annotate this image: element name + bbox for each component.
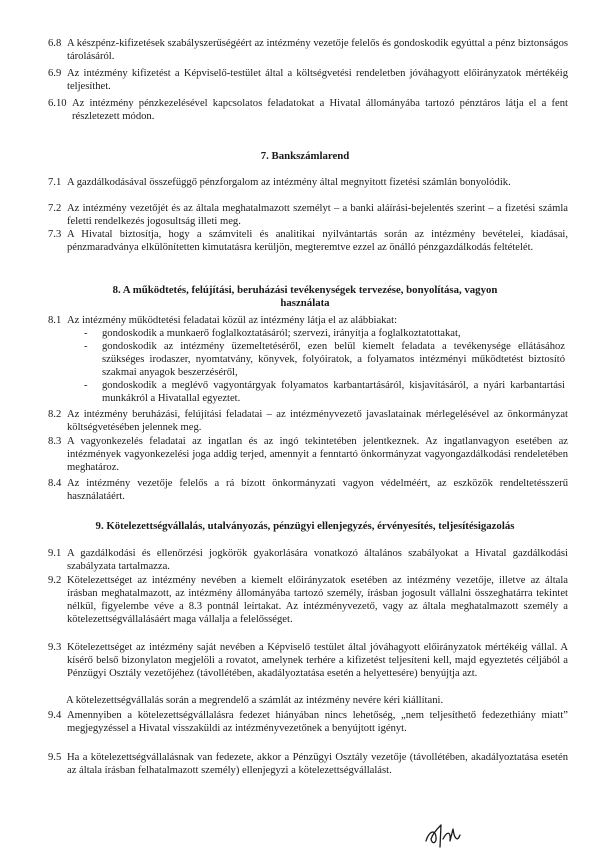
heading-7: 7. Bankszámlarend	[260, 150, 350, 162]
section-text: Amennyiben a kötelezettségvállalásra fedezet hiányában nincs lehetőség, „nem teljesíthető fedezethiány miatt” megjegyzéssel a Hivatal visszaküldi az intézményvezetőnek a benyújtott igényt.	[67, 710, 568, 734]
section-text: A vagyonkezelés feladatai az ingatlan és az ingó tekintetében jelentkeznek. Az ingatlanvagyon esetében az intézmények vagyonkezelési joga addig terjed, amennyit a fenntartó önkormányzat vagyongazdálkodási rendeletében meghatároz.	[67, 436, 568, 473]
bullet-text: gondoskodik az intézmény üzemeltetéséről, ezen belül kiemelt feladata a tevékenysége ellátásához szükséges irodaszer, nyomtatvány, könyvek, folyóiratok, a folyamatos intézményi működtetést biztosító szakmai anyagok beszerzéséről,	[102, 341, 565, 378]
section-7-1	[48, 176, 568, 189]
section-8-1	[48, 314, 568, 327]
section-9-2	[48, 574, 568, 626]
section-6-10	[48, 97, 568, 123]
section-text: Az intézmény beruházási, felújítási feladatai – az intézményvezető javaslatainak mérlegelésével az önkormányzat költségvetésében jelennek meg.	[67, 409, 568, 433]
section-text: Az intézmény vezetője felelős a rá bízott önkormányzati vagyon védelméért, az eszközök rendeltetésszerű használatáért.	[67, 478, 568, 502]
bullet-item	[84, 327, 565, 340]
section-text: Kötelezettséget az intézmény nevében a kiemelt előirányzatok esetében az intézmény vezetője, illetve az általa írásban meghatalmazott, az intézmény állományába tartozó személy, írásban jogosult vállalni összeghatárra tekintet nélkül, figyelembe véve a 8.3 pontnál leírtakat. Az intézményvezető, vagy az általa meghatalmazott személy a kötelezettségvállalásáért maga vállalja a felelősséget.	[67, 575, 568, 625]
section-number: 6.8	[48, 38, 62, 49]
section-text: A Hivatal biztosítja, hogy a számviteli és analitikai nyilvántartás során az intézmény bevételei, kiadásai, pénzmaradványa elkülönítetten kimutatásra kerüljön, megteremtve ezzel az önálló pénzgazdálkodás feltételét.	[67, 229, 568, 253]
heading-8	[60, 284, 550, 310]
section-number: 8.4	[48, 478, 62, 489]
section-9-4	[48, 709, 568, 735]
section-9-5	[48, 751, 568, 777]
bullet-text: gondoskodik a munkaerő foglalkoztatásáról; szervezi, irányítja a foglalkoztatottakat,	[102, 328, 461, 339]
section-number: 9.3	[48, 642, 62, 653]
section-number: 7.2	[48, 203, 62, 214]
section-number: 9.4	[48, 710, 62, 721]
section-text: Kötelezettséget az intézmény saját nevében a Képviselő testület által jóváhagyott előirányzatok mértékéig vállal. A kísérő belső bizonylaton megjelöli a rovatot, amelynek terhére a kifizetést teljesíteni kell, majd egyeztetés céljából a Pénzügyi Osztály vezetőjéhez (távollétében, akadályoztatása esetén a helyettesére) benyújtja azt.	[67, 642, 568, 679]
section-text: Az intézmény kifizetést a Képviselő-testület által a költségvetési rendeletben jóváhagyott előirányzatok mértékéig teljesíthet.	[67, 68, 568, 92]
bullet-text: gondoskodik a meglévő vagyontárgyak folyamatos karbantartásáról, kisjavításáról, a nyári karbantartási munkákról a Hivatallal egyeztet.	[102, 380, 565, 404]
section-text: A gazdálkodásával összefüggő pénzforgalom az intézmény által megnyitott fizetési számlán bonyolódik.	[67, 177, 511, 188]
dash-marker: -	[84, 341, 88, 352]
section-number: 6.10	[48, 98, 67, 109]
section-text: Az intézmény vezetőjét és az általa meghatalmazott személyt – a banki aláírási-bejelentés szerint – a fizetési számla feletti rendelkezés jogosultság illeti meg.	[67, 203, 568, 227]
section-number: 7.3	[48, 229, 62, 240]
section-8-4	[48, 477, 568, 503]
section-8-3	[48, 435, 568, 474]
section-number: 8.3	[48, 436, 62, 447]
section-number: 9.5	[48, 752, 62, 763]
section-7-2	[48, 202, 568, 228]
section-text: Az intézmény működtetési feladatai közül az intézmény látja el az alábbiakat:	[67, 315, 398, 326]
section-number: 8.1	[48, 315, 62, 326]
section-7-3	[48, 228, 568, 254]
section-6-9	[48, 67, 568, 93]
section-6-8	[48, 37, 568, 63]
section-number: 9.1	[48, 548, 62, 559]
section-number: 9.2	[48, 575, 62, 586]
section-9-3	[48, 641, 568, 680]
section-number: 8.2	[48, 409, 62, 420]
heading-9: 9. Kötelezettségvállalás, utalványozás, pénzügyi ellenjegyzés, érvényesítés, teljesítésigazolás	[95, 520, 515, 532]
bullet-item	[84, 340, 565, 379]
section-9-3-continuation: A kötelezettségvállalás során a megrendelő a számlát az intézmény nevére kéri kiállítani.	[66, 695, 444, 706]
section-8-2	[48, 408, 568, 434]
dash-marker: -	[84, 380, 88, 391]
section-9-1	[48, 547, 568, 573]
heading-8-line-2: használata	[280, 297, 330, 309]
section-text: Ha a kötelezettségvállalásnak van fedezete, akkor a Pénzügyi Osztály vezetője (távollétében, akadályoztatása esetén az általa írásban felhatalmazott személy) ellenjegyzi a kötelezettségvállalást.	[67, 752, 568, 776]
section-number: 7.1	[48, 177, 62, 188]
dash-marker: -	[84, 328, 88, 339]
section-text: Az intézmény pénzkezelésével kapcsolatos feladatokat a Hivatal állományába tartozó pénztáros látja el a fent részletezett módon.	[72, 98, 568, 122]
bullet-item	[84, 379, 565, 405]
section-text: A gazdálkodási és ellenőrzési jogkörök gyakorlására vonatkozó általános szabályokat a Hivatal gazdálkodási szabályzata tartalmazza.	[67, 548, 568, 572]
section-number: 6.9	[48, 68, 62, 79]
heading-8-line-1: 8. A működtetés, felújítási, beruházási tevékenységek tervezése, bonyolítása, vagyon	[112, 284, 498, 296]
section-text: A készpénz-kifizetések szabályszerűségéért az intézmény vezetője felelős és gondoskodik egyúttal a pénz biztonságos tárolásáról.	[67, 38, 568, 62]
handwritten-initials	[423, 821, 463, 851]
